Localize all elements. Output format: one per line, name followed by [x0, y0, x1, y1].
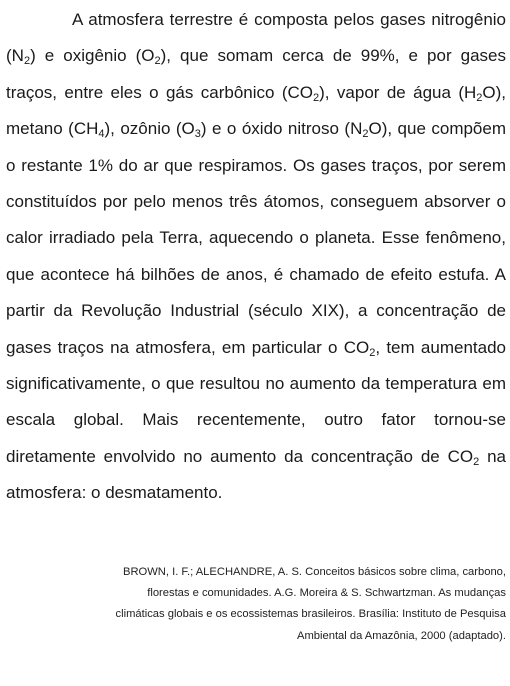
text-segment: ) e o óxido nitroso (N: [200, 119, 363, 139]
subscript: 2: [369, 346, 376, 359]
text-segment: O), metano (CH: [6, 82, 506, 139]
source-citation: BROWN, I. F.; ALECHANDRE, A. S. Conceitos básicos sobre clima, carbono, florestas e comunidades. A.G. Moreira & S. Schwartzman. As mudanças climáticas globais e os ecossistemas brasileiros. Brasília: Instituto de Pesquisa Ambiental da Amazônia, 2000 (adaptado).: [115, 566, 506, 642]
subscript: 3: [194, 128, 201, 141]
text-segment: A atmosfera terrestre é composta pelos gases nitrogênio (N: [6, 10, 506, 66]
subscript: 2: [154, 55, 161, 68]
subscript: 2: [23, 55, 31, 68]
subscript: 2: [476, 91, 483, 104]
text-segment: ), vapor de água (H: [319, 82, 477, 102]
text-segment: na atmosfera: o desmatamento.: [6, 446, 506, 503]
text-segment: O), que compõem o restante 1% do ar que respiramos. Os gases traços, por serem constituídos por pelo menos três átomos, conseguem absorver o calor irradiado pela Terra, aquecendo o planeta. Esse fenômeno, que acontece há bilhões de anos, é chamado de efeito estufa. A partir da Revolução Industrial (século XIX), a concentração de gases traços na atmosfera, em particular o CO: [6, 119, 507, 357]
subscript: 2: [362, 128, 369, 141]
text-segment: , tem aumentado significativamente, o que resultou no aumento da temperatura em escala global. Mais recentemente, outro fator tornou-se diretamente envolvido no aumento da concentração de CO: [6, 337, 506, 466]
text-segment: ), ozônio (O: [104, 119, 195, 139]
body-paragraph: [6, 2, 506, 512]
subscript: 2: [473, 455, 480, 468]
text-segment: ), que somam cerca de 99%, e por gases traços, entre eles o gás carbônico (CO: [6, 46, 506, 102]
text-segment: ) e oxigênio (O: [30, 46, 155, 66]
subscript: 2: [313, 91, 320, 104]
subscript: 4: [98, 128, 105, 141]
